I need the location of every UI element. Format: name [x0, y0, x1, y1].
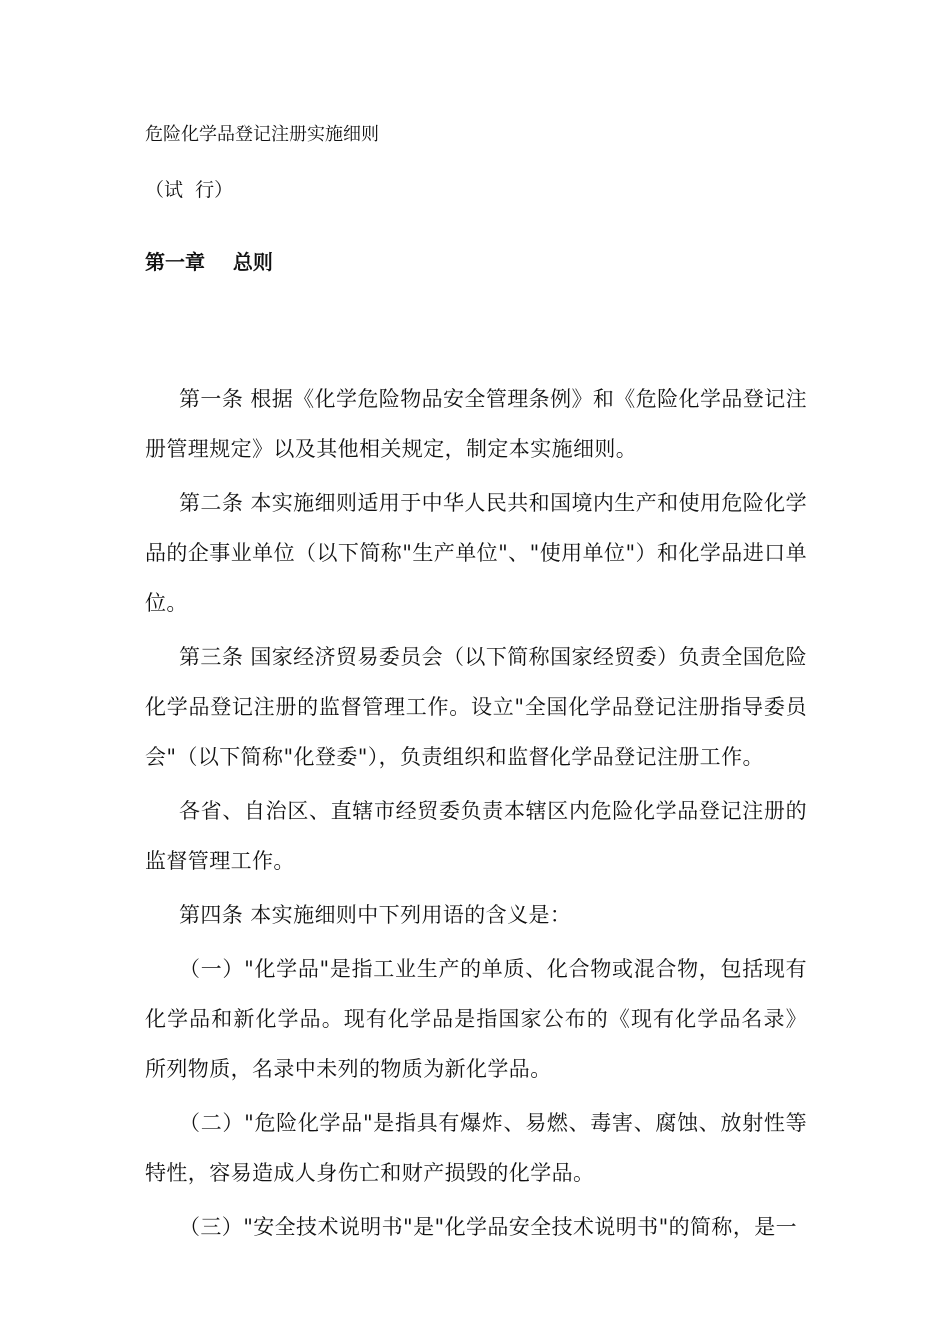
definition-safety-data-sheet: （三）"安全技术说明书"是"化学品安全技术说明书"的简称，是一 [179, 1215, 798, 1239]
article-3-provincial: 各省、自治区、直辖市经贸委负责本辖区内危险化学品登记注册的监督管理工作。 [145, 799, 807, 873]
definition-hazardous-chemical: （二）"危险化学品"是指具有爆炸、易燃、毒害、腐蚀、放射性等特性，容易造成人身伤亡和财产损毁的化学品。 [145, 1111, 807, 1185]
article-2: 第二条 本实施细则适用于中华人民共和国境内生产和使用危险化学品的企事业单位（以下简称"生产单位"、"使用单位"）和化学品进口单位。 [145, 491, 807, 615]
article-1: 第一条 根据《化学危险物品安全管理条例》和《危险化学品登记注册管理规定》以及其他相关规定，制定本实施细则。 [145, 387, 807, 461]
article-4: 第四条 本实施细则中下列用语的含义是： [179, 903, 572, 927]
definition-chemical: （一）"化学品"是指工业生产的单质、化合物或混合物，包括现有化学品和新化学品。现有化学品是指国家公布的《现有化学品名录》所列物质，名录中未列的物质为新化学品。 [145, 957, 807, 1081]
article-3: 第三条 国家经济贸易委员会（以下简称国家经贸委）负责全国危险化学品登记注册的监督管理工作。设立"全国化学品登记注册指导委员会"（以下简称"化登委"），负责组织和监督化学品登记注册工作。 [145, 645, 807, 769]
document-title: 危险化学品登记注册实施细则 [145, 124, 379, 145]
document-subtitle: （试 行） [145, 179, 234, 201]
chapter-heading: 第一章 总则 [145, 250, 273, 274]
document-body [145, 374, 807, 1256]
